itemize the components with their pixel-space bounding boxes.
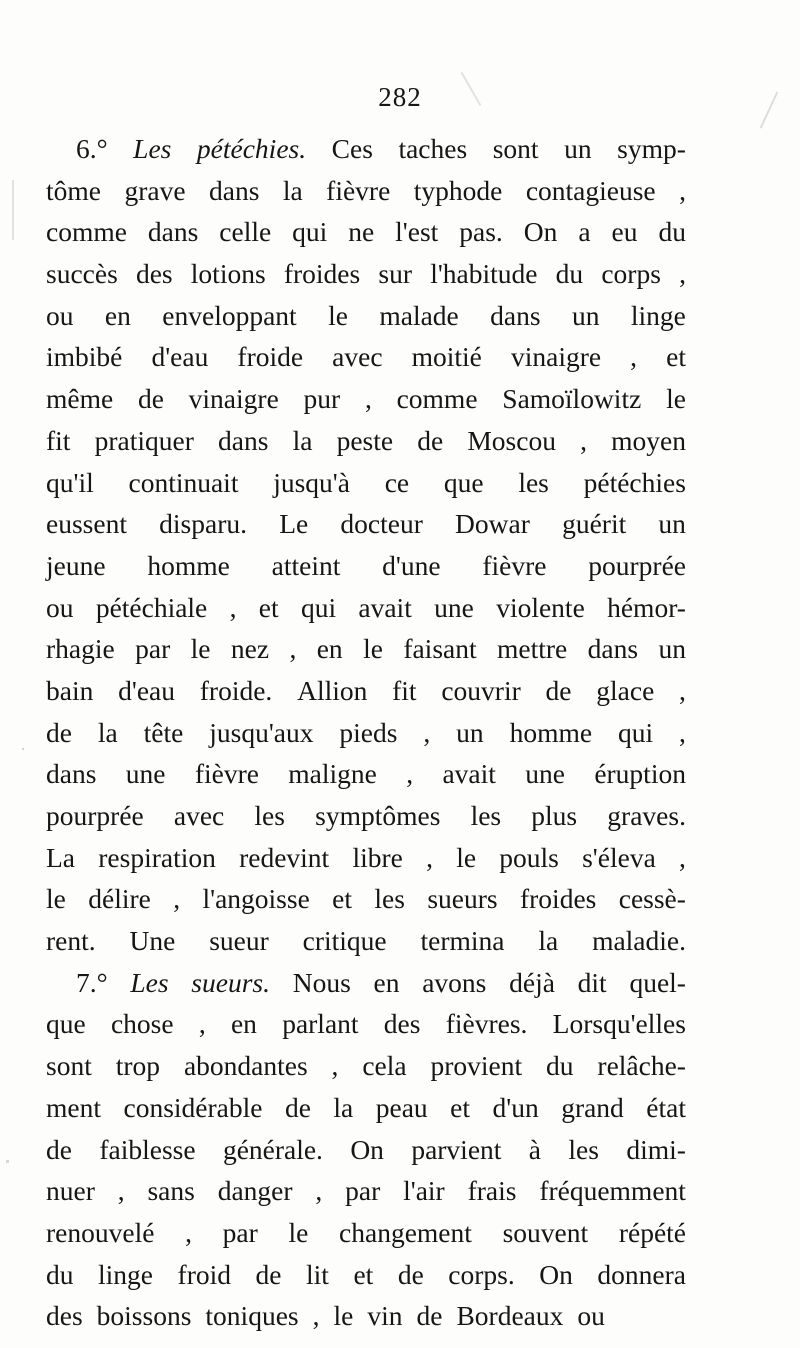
word: avec — [332, 341, 383, 373]
word: de — [417, 424, 444, 456]
word: dans — [208, 174, 260, 206]
word: à — [528, 1133, 542, 1165]
word: , — [679, 258, 686, 290]
word: état — [646, 1091, 686, 1123]
word: dans — [147, 216, 199, 248]
word: provient — [430, 1050, 523, 1082]
text-line — [46, 128, 686, 170]
word: ment — [46, 1091, 101, 1123]
word: jusqu'à — [273, 466, 350, 498]
text-line — [46, 211, 686, 253]
text-line — [46, 295, 686, 337]
word: les — [568, 1133, 599, 1165]
word: vin — [367, 1300, 403, 1332]
word: , — [364, 383, 372, 415]
word: jusqu'aux — [209, 716, 314, 748]
word: des — [46, 1300, 83, 1332]
word: de — [46, 716, 72, 748]
text-line — [46, 962, 686, 1004]
word: du — [46, 1258, 74, 1290]
word: homme — [147, 549, 230, 581]
word: mettre — [497, 633, 568, 665]
word: d'eau — [118, 674, 175, 706]
word: bain — [46, 674, 94, 706]
word: ou — [577, 1300, 605, 1332]
text-line — [46, 1129, 686, 1171]
word: pratiquer — [94, 424, 194, 456]
word: , — [312, 1300, 320, 1332]
word: dans — [587, 633, 639, 665]
word: celle — [219, 216, 272, 248]
word: pétéchies — [583, 466, 686, 498]
word: frais — [467, 1175, 517, 1207]
word: sont — [492, 133, 539, 164]
word: l'air — [403, 1175, 445, 1207]
word: qui — [292, 216, 328, 248]
word: ne — [348, 216, 375, 248]
text-line — [46, 837, 686, 879]
word: ou — [46, 591, 74, 623]
word: que — [46, 1008, 86, 1040]
word: typhode — [413, 174, 503, 206]
word: éruption — [594, 758, 686, 790]
word: docteur — [340, 508, 423, 540]
text-line — [46, 670, 686, 712]
word: la — [538, 925, 559, 957]
word: trop — [115, 1050, 161, 1082]
text-line — [46, 1295, 686, 1337]
word: , — [426, 841, 433, 873]
word: La — [46, 841, 76, 873]
word: s'éleva — [582, 841, 656, 873]
word: la — [333, 1091, 354, 1123]
word: en — [230, 1008, 257, 1040]
word: Ces — [331, 133, 373, 164]
word: dans — [46, 758, 97, 790]
word: corps. — [448, 1258, 515, 1290]
word: et — [353, 1258, 374, 1290]
word: , — [289, 633, 297, 665]
word: dans — [218, 424, 269, 456]
word: Dowar — [455, 508, 530, 540]
word: hémor- — [607, 591, 686, 623]
word: Samoïlowitz — [502, 383, 642, 415]
word: , — [423, 716, 431, 748]
word: sueurs — [427, 883, 498, 915]
word: atteint — [271, 549, 341, 581]
word: fit — [46, 424, 71, 456]
word: taches — [398, 133, 468, 164]
word: rent. — [46, 925, 96, 957]
word: , — [229, 591, 237, 623]
word: le — [333, 1300, 354, 1332]
word: et — [332, 883, 353, 915]
word: chose — [110, 1008, 174, 1040]
word: homme — [509, 716, 593, 748]
word: parlant — [282, 1008, 359, 1040]
word: les — [470, 800, 502, 831]
word: ce — [384, 466, 410, 498]
word: en — [104, 299, 131, 331]
word: et — [666, 341, 686, 373]
word: avons — [422, 966, 487, 998]
word: un — [658, 508, 686, 540]
page-number: 282 — [378, 82, 422, 112]
word: 6.° — [76, 133, 108, 164]
word: froides — [283, 258, 361, 290]
word: , — [406, 758, 414, 790]
word: pur — [303, 383, 341, 415]
word: les — [254, 800, 285, 831]
word: pieds — [339, 716, 398, 748]
text-line — [46, 420, 686, 462]
word: corps — [601, 258, 661, 290]
text-line — [46, 1212, 686, 1254]
italic-word: Les — [130, 966, 169, 998]
word: le — [288, 1216, 309, 1248]
word: le — [363, 633, 383, 665]
word: lotions — [190, 258, 266, 290]
word: boissons — [96, 1300, 192, 1332]
word: avait — [358, 591, 412, 623]
scan-mark — [12, 180, 14, 240]
word: contagieuse — [525, 174, 656, 206]
text-line — [46, 378, 686, 420]
word: pouls — [499, 841, 559, 873]
text-line — [46, 253, 686, 295]
word: , — [185, 1216, 192, 1248]
word: pourprée — [46, 800, 144, 831]
text-line — [46, 1087, 686, 1129]
word: l'est — [395, 216, 439, 248]
word: Nous — [292, 966, 351, 998]
text-line — [46, 795, 686, 837]
word: On — [539, 1258, 573, 1290]
word: maladie. — [592, 925, 686, 957]
word: considérable — [123, 1091, 263, 1123]
word: tôme — [46, 174, 101, 206]
word: peste — [336, 424, 394, 456]
word: grave — [124, 174, 186, 206]
word: et — [258, 591, 279, 623]
word: critique — [302, 925, 387, 957]
word: un — [572, 299, 600, 331]
word: toniques — [205, 1300, 299, 1332]
word: On — [523, 216, 558, 248]
word: souvent — [502, 1216, 589, 1248]
word: renouvelé — [46, 1216, 155, 1248]
word: , — [679, 174, 686, 206]
word: fièvre — [326, 174, 391, 206]
word: de — [255, 1258, 282, 1290]
word: eussent — [46, 508, 127, 540]
word: enveloppant — [162, 299, 297, 331]
word: Allion — [297, 674, 368, 706]
text-line — [46, 878, 686, 920]
word: de — [284, 1091, 311, 1123]
word: par — [135, 633, 171, 665]
word: peau — [375, 1091, 428, 1123]
word: de — [397, 1258, 424, 1290]
text-line — [46, 336, 686, 378]
text-line — [46, 1254, 686, 1296]
word: faisant — [403, 633, 477, 665]
word: libre — [352, 841, 403, 873]
word: redevint — [239, 841, 330, 873]
word: Moscou — [467, 424, 556, 456]
text-line — [46, 587, 686, 629]
italic-word: pétéchies. — [196, 133, 307, 164]
word: malade — [379, 299, 459, 331]
word: Lorsqu'elles — [552, 1008, 686, 1040]
word: un — [564, 133, 592, 164]
word: pétéchiale — [95, 591, 208, 623]
word: comme — [46, 216, 127, 248]
word: cessè- — [618, 883, 686, 915]
word: qui — [300, 591, 337, 623]
word: du — [555, 258, 584, 290]
word: eu — [611, 216, 638, 248]
word: On — [350, 1133, 384, 1165]
word: un — [456, 716, 484, 748]
word: d'une — [382, 549, 441, 581]
word: répété — [618, 1216, 686, 1248]
word: vinaigre — [510, 341, 602, 373]
word: le — [328, 299, 348, 331]
word: une — [434, 591, 474, 623]
word: sueur — [209, 925, 269, 957]
word: qu'il — [46, 466, 94, 498]
word: déjà — [509, 966, 555, 998]
word: l'habitude — [430, 258, 538, 290]
word: une — [525, 758, 565, 790]
word: la — [282, 174, 303, 206]
word: pourprée — [588, 549, 686, 581]
word: sans — [147, 1175, 195, 1207]
word: donnera — [597, 1258, 686, 1290]
word: jeune — [46, 549, 106, 581]
scan-mark — [22, 748, 24, 750]
text-line — [46, 920, 686, 962]
body-text — [46, 128, 686, 1337]
word: même — [46, 383, 114, 415]
italic-word: Les — [133, 133, 172, 164]
word: guérit — [562, 508, 627, 540]
word: sont — [46, 1050, 92, 1082]
word: ou — [46, 299, 74, 331]
word: de — [137, 383, 164, 415]
word: symptômes — [315, 800, 441, 831]
word: les — [518, 466, 549, 498]
text-line — [46, 1045, 686, 1087]
word: , — [117, 1175, 125, 1207]
scan-mark — [6, 1160, 9, 1163]
word: comme — [396, 383, 478, 415]
word: avec — [173, 800, 225, 831]
word: que — [443, 466, 484, 498]
word: moyen — [611, 424, 686, 456]
word: Une — [129, 925, 176, 957]
word: respiration — [98, 841, 216, 873]
word: faiblesse — [99, 1133, 196, 1165]
word: abondantes — [183, 1050, 308, 1082]
word: , — [679, 674, 686, 706]
word: la — [97, 716, 118, 748]
word: couvrir — [441, 674, 521, 706]
word: qui — [617, 716, 654, 748]
text-line — [46, 1170, 686, 1212]
text-line — [46, 170, 686, 212]
word: moitié — [411, 341, 482, 373]
text-line — [46, 712, 686, 754]
word: graves. — [607, 800, 686, 831]
word: de — [545, 674, 572, 706]
word: maligne — [288, 758, 377, 790]
word: symp- — [617, 133, 686, 164]
text-line — [46, 545, 686, 587]
word: froid — [177, 1258, 231, 1290]
word: glace — [596, 674, 655, 706]
word: grand — [561, 1091, 624, 1123]
word: délire — [88, 883, 151, 915]
word: nez — [230, 633, 270, 665]
word: cela — [362, 1050, 407, 1082]
word: fièvres. — [445, 1008, 528, 1040]
word: la — [292, 424, 313, 456]
word: Le — [279, 508, 309, 540]
word: par — [345, 1175, 381, 1207]
word: lit — [306, 1258, 329, 1290]
word: , — [580, 424, 587, 456]
word: dimi- — [626, 1133, 686, 1165]
word: rhagie — [46, 633, 115, 665]
word: et — [450, 1091, 470, 1123]
word: pas. — [459, 216, 503, 248]
text-line — [46, 503, 686, 545]
word: , — [315, 1175, 323, 1207]
word: de — [416, 1300, 443, 1332]
word: quel- — [629, 966, 686, 998]
word: fréquemment — [539, 1175, 686, 1207]
word: le — [190, 633, 211, 665]
word: parvient — [411, 1133, 502, 1165]
word: violente — [496, 591, 585, 623]
word: l'angoisse — [202, 883, 310, 915]
word: avait — [442, 758, 496, 790]
word: termina — [420, 925, 505, 957]
word: un — [658, 633, 686, 665]
word: vinaigre — [188, 383, 279, 415]
word: plus — [531, 800, 578, 831]
word: relâche- — [597, 1050, 686, 1082]
word: froide. — [199, 674, 273, 706]
word: le — [46, 883, 66, 915]
word: 7.° — [76, 966, 108, 998]
word: , — [679, 716, 686, 748]
word: changement — [339, 1216, 472, 1248]
word: , — [331, 1050, 339, 1082]
word: Bordeaux — [456, 1300, 564, 1332]
word: a — [578, 216, 591, 248]
word: dans — [490, 299, 541, 331]
word: dit — [577, 966, 607, 998]
word: en — [316, 633, 343, 665]
word: d'un — [492, 1091, 539, 1123]
word: fièvre — [194, 758, 259, 790]
word: sur — [378, 258, 413, 290]
text-line — [46, 753, 686, 795]
word: le — [456, 841, 477, 873]
word: des — [383, 1008, 421, 1040]
word: froide — [237, 341, 304, 373]
text-line — [46, 462, 686, 504]
word: les — [374, 883, 405, 915]
text-line — [46, 628, 686, 670]
word: disparu. — [159, 508, 247, 540]
word: , — [679, 841, 686, 873]
italic-word: sueurs. — [191, 966, 270, 998]
word: succès — [46, 258, 118, 290]
word: , — [198, 1008, 206, 1040]
word: en — [373, 966, 400, 998]
word: continuait — [128, 466, 239, 498]
word: , — [630, 341, 638, 373]
word: le — [666, 383, 686, 415]
word: linge — [98, 1258, 154, 1290]
word: des — [135, 258, 173, 290]
word: par — [222, 1216, 258, 1248]
word: linge — [630, 299, 686, 331]
word: imbibé — [46, 341, 123, 373]
word: , — [173, 883, 181, 915]
word: fièvre — [482, 549, 547, 581]
word: de — [46, 1133, 72, 1165]
word: fit — [392, 674, 417, 706]
text-line — [46, 1003, 686, 1045]
word: froides — [519, 883, 597, 915]
word: tête — [143, 716, 184, 748]
word: du — [658, 216, 686, 248]
word: danger — [217, 1175, 293, 1207]
word: nuer — [46, 1175, 95, 1207]
word: une — [125, 758, 166, 790]
word: d'eau — [151, 341, 209, 373]
word: du — [546, 1050, 574, 1082]
word: générale. — [222, 1133, 323, 1165]
